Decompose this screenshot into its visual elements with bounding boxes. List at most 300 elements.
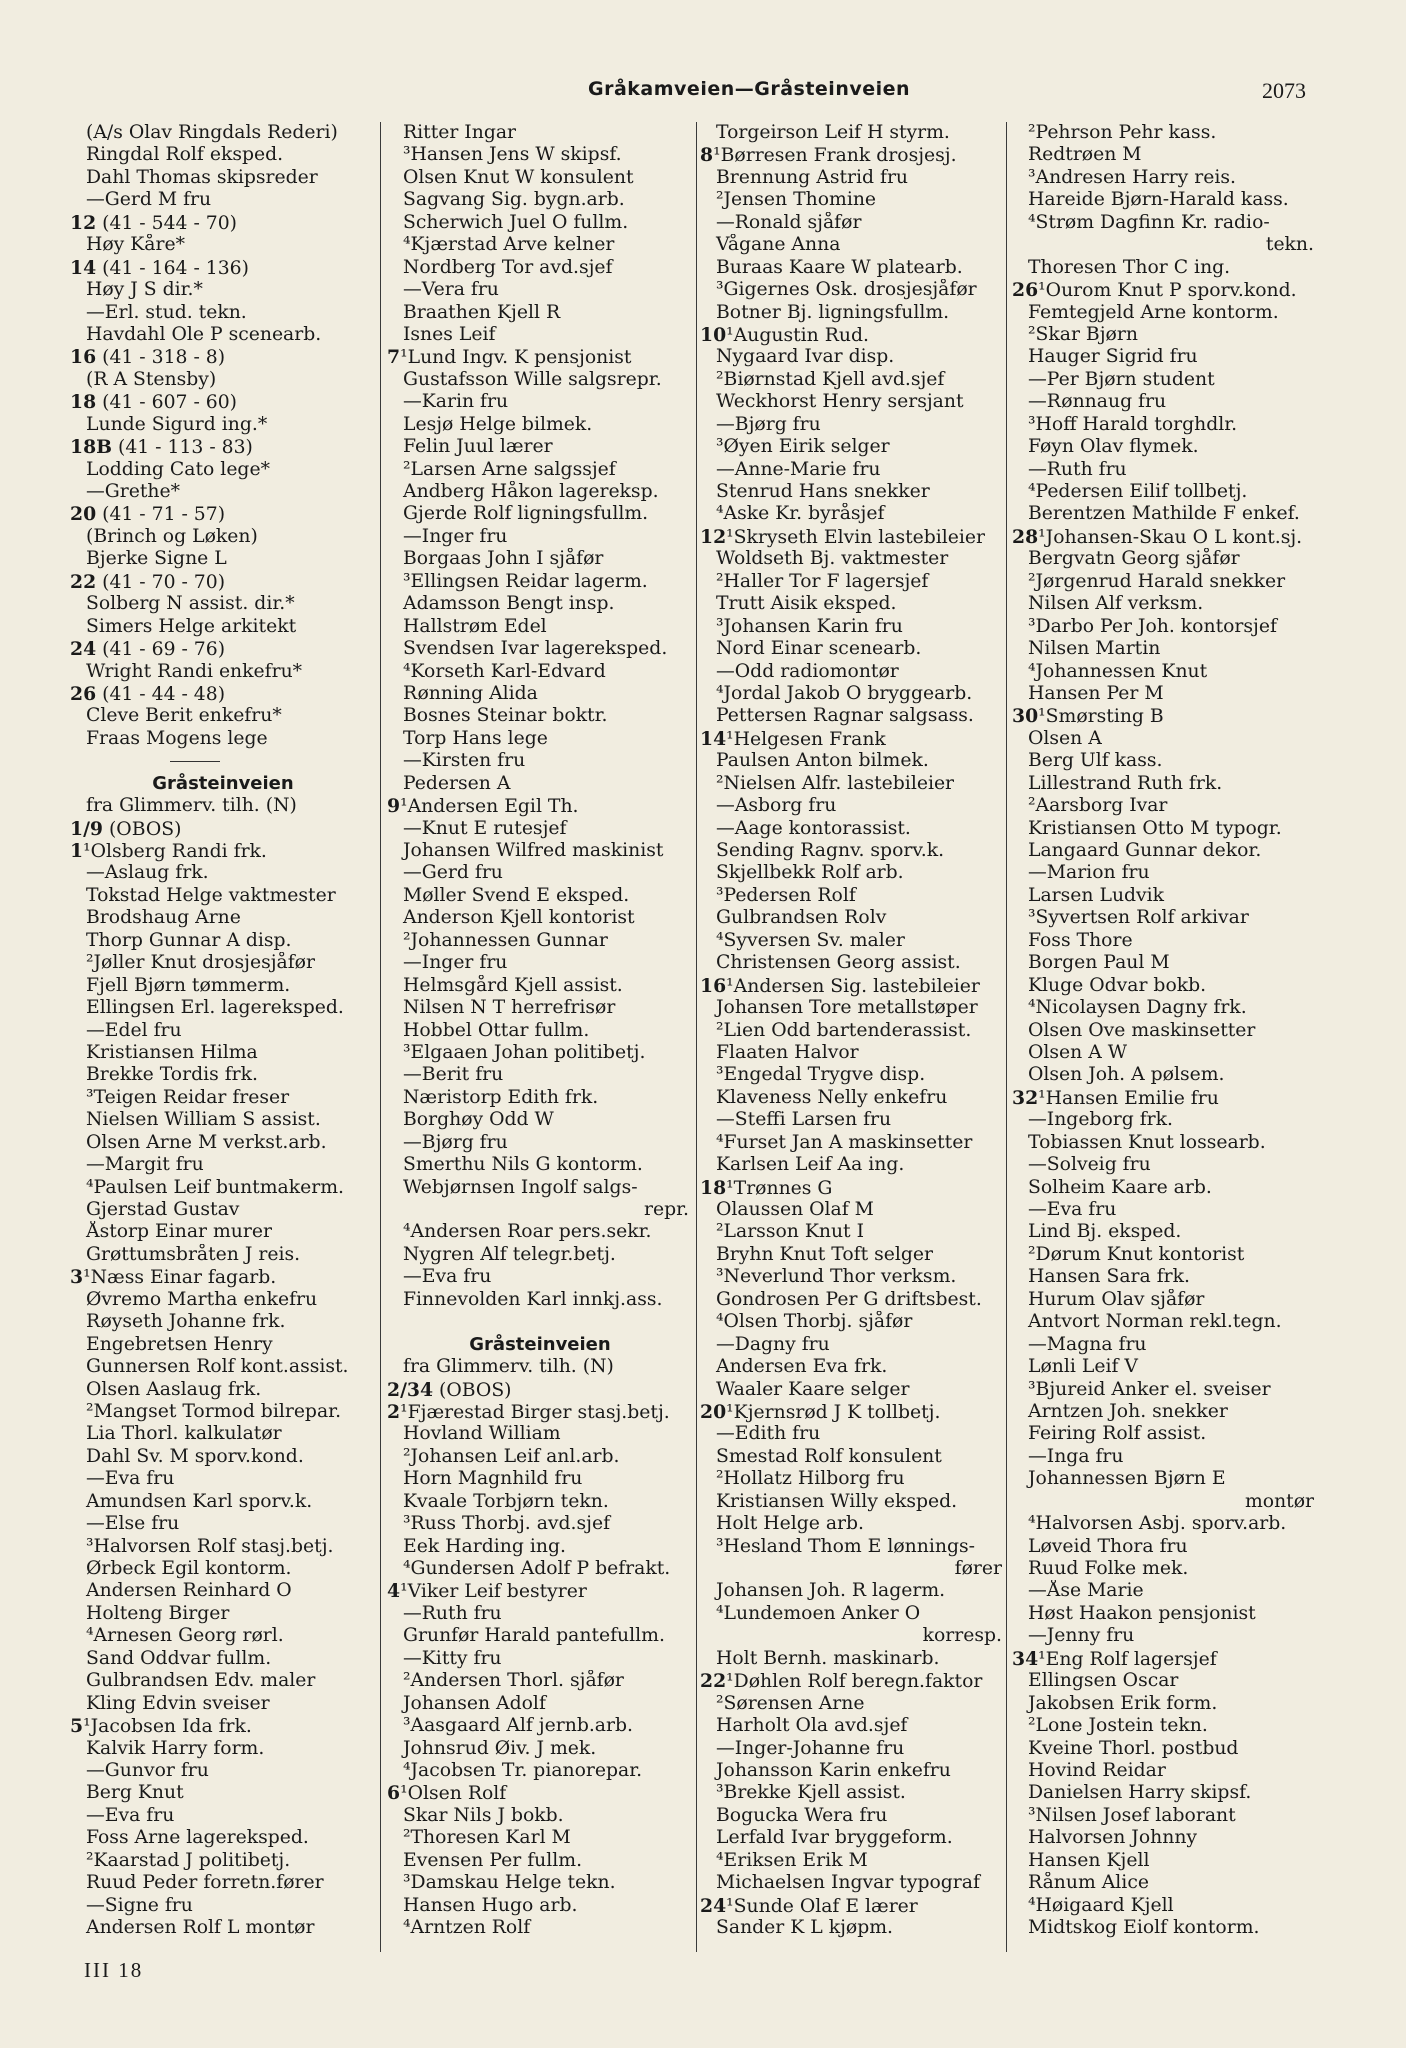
resident-entry: —Knut E rutesjef xyxy=(403,817,567,839)
resident-entry: Solberg N assist. dir.* xyxy=(86,593,295,615)
house-number-entry: 22 (41 - 70 - 70) xyxy=(70,570,226,593)
directory-column-4 xyxy=(1012,122,1318,1952)
resident-entry: ²Lien Odd bartenderassist. xyxy=(716,1019,972,1041)
resident-entry: —Inger-Johanne fru xyxy=(716,1737,905,1759)
resident-entry: Bryhn Knut Toft selger xyxy=(716,1243,934,1265)
resident-entry: ²Larsen Arne salgssjef xyxy=(403,458,616,480)
resident-entry: ³Halvorsen Rolf stasj.betj. xyxy=(86,1535,334,1557)
resident-entry: —Åse Marie xyxy=(1028,1580,1144,1602)
resident-entry: Scherwich Juel O fullm. xyxy=(403,211,629,233)
resident-entry: Berg Knut xyxy=(86,1782,184,1804)
resident-entry: Ellingsen Oscar xyxy=(1028,1670,1179,1692)
resident-entry: —Grethe* xyxy=(86,481,181,502)
resident-entry: ²Mangset Tormod bilrepar. xyxy=(86,1400,342,1422)
resident-entry: ³Øyen Eirik selger xyxy=(716,436,890,458)
house-number-entry: 30¹Smørsting B xyxy=(1012,705,1164,728)
resident-entry: —Aage kontorassist. xyxy=(716,817,911,839)
resident-entry: Vågane Anna xyxy=(716,234,841,256)
resident-entry: (A/s Olav Ringdals Rederi) xyxy=(86,122,338,143)
resident-entry: Skar Nils J bokb. xyxy=(403,1804,564,1826)
spacer xyxy=(387,1311,693,1333)
resident-entry: (Brinch og Løken) xyxy=(86,525,258,547)
resident-entry: ³Teigen Reidar freser xyxy=(86,1086,290,1108)
house-number-entry: 34¹Eng Rolf lagersjef xyxy=(1012,1647,1217,1670)
house-number-entry: 18B (41 - 113 - 83) xyxy=(70,436,253,459)
resident-entry: Karlsen Leif Aa ing. xyxy=(716,1154,905,1176)
resident-entry: Olsen A W xyxy=(1028,1041,1128,1063)
resident-entry: —Steffi Larsen fru xyxy=(716,1109,892,1131)
resident-entry: Berg Ulf kass. xyxy=(1028,750,1163,772)
house-number-entry: 14¹Helgesen Frank xyxy=(700,727,886,750)
resident-entry: Engebretsen Henry xyxy=(86,1333,273,1355)
resident-entry: Ringdal Rolf eksped. xyxy=(86,144,284,166)
resident-entry: ⁴Lundemoen Anker O xyxy=(716,1602,921,1624)
house-number-entry: 2¹Fjærestad Birger stasj.betj. xyxy=(387,1400,670,1423)
resident-entry: Johansen Wilfred maskinist xyxy=(403,840,664,861)
resident-entry: Hurum Olav sjåfør xyxy=(1028,1288,1205,1310)
house-number-entry: 22¹Døhlen Rolf beregn.faktor xyxy=(700,1670,983,1693)
resident-entry: ⁴Korseth Karl-Edvard xyxy=(403,660,606,682)
resident-entry: Olsen Aaslaug frk. xyxy=(86,1378,262,1400)
resident-entry: Nord Einar scenearb. xyxy=(716,638,922,660)
house-number-entry: 4¹Viker Leif bestyrer xyxy=(387,1580,587,1603)
resident-entry: ²Dørum Knut kontorist xyxy=(1028,1243,1245,1265)
resident-entry: Brennung Astrid fru xyxy=(716,166,909,188)
house-number-entry: 1/9 (OBOS) xyxy=(70,817,182,840)
column-rule xyxy=(380,122,381,1952)
house-number-entry: 24 (41 - 69 - 76) xyxy=(70,638,226,661)
house-number-entry: 10¹Augustin Rud. xyxy=(700,323,869,346)
house-number-entry: 7¹Lund Ingv. K pensjonist xyxy=(387,346,632,369)
resident-entry: Gjerde Rolf ligningsfullm. xyxy=(403,503,649,525)
resident-entry: Feiring Rolf assist. xyxy=(1028,1423,1207,1445)
resident-entry: Johansen Adolf xyxy=(403,1692,546,1714)
resident-entry: Olsen Arne M verkst.arb. xyxy=(86,1131,327,1153)
resident-entry: Cleve Berit enkefru* xyxy=(86,705,282,727)
resident-entry: Borghøy Odd W xyxy=(403,1109,554,1131)
resident-entry: ³Bjureid Anker el. sveiser xyxy=(1028,1378,1271,1400)
resident-entry: Hovind Reidar xyxy=(1028,1759,1166,1781)
resident-entry: Adamsson Bengt insp. xyxy=(403,593,615,615)
resident-entry: Redtrøen M xyxy=(1028,144,1142,166)
resident-entry: ⁴Høigaard Kjell xyxy=(1028,1894,1174,1916)
resident-entry: Andersen Eva frk. xyxy=(716,1356,888,1378)
resident-entry: Anderson Kjell kontorist xyxy=(403,907,635,929)
resident-entry: —Magna fru xyxy=(1028,1333,1147,1355)
resident-entry: Nordberg Tor avd.sjef xyxy=(403,256,613,278)
resident-entry: Kveine Thorl. postbud xyxy=(1028,1737,1239,1759)
resident-entry: Ruud Folke mek. xyxy=(1028,1558,1189,1579)
resident-entry: Nilsen Martin xyxy=(1028,638,1161,660)
resident-entry: Braathen Kjell R xyxy=(403,301,561,323)
resident-entry: ³Hoff Harald torghdlr. xyxy=(1028,413,1238,435)
resident-entry: Pettersen Ragnar salgsass. xyxy=(716,705,974,727)
resident-entry: Flaaten Halvor xyxy=(716,1041,859,1063)
resident-entry: Trutt Aisik eksped. xyxy=(716,593,897,615)
resident-entry: Isnes Leif xyxy=(403,323,496,345)
resident-entry: Hobbel Ottar fullm. xyxy=(403,1019,590,1041)
resident-entry: ²Jørgenrud Harald snekker xyxy=(1028,570,1286,592)
resident-entry: Sagvang Sig. bygn.arb. xyxy=(403,189,625,211)
house-number-entry: 16 (41 - 318 - 8) xyxy=(70,346,226,369)
resident-entry: Kling Edvin sveiser xyxy=(86,1692,270,1714)
resident-entry: Føyn Olav flymek. xyxy=(1028,436,1199,458)
resident-entry: —Eva fru xyxy=(403,1266,492,1288)
resident-entry: Nygren Alf telegr.betj. xyxy=(403,1243,616,1265)
continuation-line: montør xyxy=(1244,1490,1314,1512)
house-number-entry: 2/34 (OBOS) xyxy=(387,1378,512,1401)
resident-entry: Løveid Thora fru xyxy=(1028,1535,1188,1557)
resident-entry: —Jenny fru xyxy=(1028,1625,1135,1647)
resident-entry: Kristiansen Willy eksped. xyxy=(716,1490,958,1512)
house-number-entry: 5¹Jacobsen Ida frk. xyxy=(70,1715,252,1738)
resident-entry: Olsen A xyxy=(1028,727,1102,749)
house-number-entry: 6¹Olsen Rolf xyxy=(387,1782,507,1805)
resident-entry: Solheim Kaare arb. xyxy=(1028,1176,1212,1198)
page-footer: III 18 xyxy=(84,1958,144,1982)
resident-entry: Ørbeck Egil kontorm. xyxy=(86,1558,292,1579)
resident-entry: Johansen Joh. R lagerm. xyxy=(716,1580,946,1602)
resident-entry: Ruud Peder forretn.fører xyxy=(86,1872,324,1894)
resident-entry: ²Johansen Leif anl.arb. xyxy=(403,1445,620,1467)
resident-entry: fra Glimmerv. tilh. (N) xyxy=(86,795,297,817)
resident-entry: Nilsen N T herrefrisør xyxy=(403,997,616,1019)
resident-entry: Holt Helge arb. xyxy=(716,1513,864,1535)
directory-column-2 xyxy=(387,122,693,1952)
resident-entry: (R A Stensby) xyxy=(86,368,217,390)
resident-entry: Hansen Kjell xyxy=(1028,1849,1150,1871)
resident-entry: Wright Randi enkefru* xyxy=(86,660,303,682)
resident-entry: Ritter Ingar xyxy=(403,122,517,143)
resident-entry: Woldseth Bj. vaktmester xyxy=(716,548,949,570)
resident-entry: Lia Thorl. kalkulatør xyxy=(86,1423,282,1445)
resident-entry: Gunnersen Rolf kont.assist. xyxy=(86,1356,349,1378)
resident-entry: ²Andersen Thorl. sjåfør xyxy=(403,1670,624,1692)
resident-entry: Bergvatn Georg sjåfør xyxy=(1028,548,1240,570)
resident-entry: ³Johansen Karin fru xyxy=(716,615,903,637)
resident-entry: ²Haller Tor F lagersjef xyxy=(716,570,929,592)
resident-entry: ⁴Syversen Sv. maler xyxy=(716,929,905,951)
house-number-entry: 20¹Kjernsrød J K tollbetj. xyxy=(700,1400,941,1423)
resident-entry: Lesjø Helge bilmek. xyxy=(403,413,593,435)
resident-entry: Åstorp Einar murer xyxy=(86,1221,272,1243)
resident-entry: Kristiansen Otto M typogr. xyxy=(1028,817,1282,839)
resident-entry: ³Andresen Harry reis. xyxy=(1028,166,1236,188)
resident-entry: Webjørnsen Ingolf salgs- xyxy=(403,1176,638,1198)
resident-entry: ⁴Jordal Jakob O bryggearb. xyxy=(716,682,973,704)
resident-entry: Berentzen Mathilde F enkef. xyxy=(1028,503,1300,525)
resident-entry: —Solveig fru xyxy=(1028,1154,1151,1176)
resident-entry: Brodshaug Arne xyxy=(86,907,241,929)
resident-entry: —Odd radiomontør xyxy=(716,660,899,682)
house-number-entry: 18¹Trønnes G xyxy=(700,1176,833,1199)
resident-entry: ²Hollatz Hilborg fru xyxy=(716,1468,905,1490)
resident-entry: Olaussen Olaf M xyxy=(716,1199,874,1220)
house-number-entry: 28¹Johansen-Skau O L kont.sj. xyxy=(1012,525,1303,548)
house-number-entry: 3¹Næss Einar fagarb. xyxy=(70,1266,277,1289)
resident-entry: ²Skar Bjørn xyxy=(1028,323,1138,345)
resident-entry: ²Johannessen Gunnar xyxy=(403,929,608,951)
page-title: Gråkamveien—Gråsteinveien xyxy=(588,78,911,100)
resident-entry: Weckhorst Henry sersjant xyxy=(716,391,964,413)
resident-entry: Sander K L kjøpm. xyxy=(716,1917,894,1938)
resident-entry: Tokstad Helge vaktmester xyxy=(86,884,336,906)
resident-entry: —Gunvor fru xyxy=(86,1759,209,1781)
resident-entry: Olsen Joh. A pølsem. xyxy=(1028,1064,1225,1086)
resident-entry: Dahl Thomas skipsreder xyxy=(86,166,318,188)
resident-entry: ³Hesland Thom E lønnings- xyxy=(716,1535,975,1557)
resident-entry: ²Larsson Knut I xyxy=(716,1221,864,1243)
resident-entry: Johnsrud Øiv. J mek. xyxy=(403,1737,597,1759)
resident-entry: Felin Juul lærer xyxy=(403,436,553,458)
resident-entry: Gustafsson Wille salgsrepr. xyxy=(403,368,662,390)
resident-entry: Halvorsen Johnny xyxy=(1028,1827,1198,1849)
resident-entry: Femtegjeld Arne kontorm. xyxy=(1028,301,1279,323)
resident-entry: ³Elgaaen Johan politibetj. xyxy=(403,1041,646,1063)
resident-entry: Lind Bj. eksped. xyxy=(1028,1221,1182,1243)
resident-entry: —Ruth fru xyxy=(403,1602,502,1624)
resident-entry: Torgeirson Leif H styrm. xyxy=(716,122,950,143)
resident-entry: Gulbrandsen Edv. maler xyxy=(86,1670,316,1692)
resident-entry: —Eva fru xyxy=(86,1468,175,1490)
resident-entry: Botner Bj. ligningsfullm. xyxy=(716,301,950,323)
resident-entry: Langaard Gunnar dekor. xyxy=(1028,840,1262,861)
resident-entry: Svendsen Ivar lagereksped. xyxy=(403,638,668,660)
resident-entry: Foss Arne lagereksped. xyxy=(86,1827,309,1849)
house-number-entry: 32¹Hansen Emilie fru xyxy=(1012,1086,1219,1109)
resident-entry: Johannessen Bjørn E xyxy=(1028,1468,1226,1490)
house-number-entry: 1¹Olsberg Randi frk. xyxy=(70,840,267,862)
resident-entry: ⁴Nicolaysen Dagny frk. xyxy=(1028,997,1247,1019)
resident-entry: Nielsen William S assist. xyxy=(86,1109,321,1131)
resident-entry: ²Biørnstad Kjell avd.sjef xyxy=(716,368,945,390)
resident-entry: ⁴Jacobsen Tr. pianorepar. xyxy=(403,1759,643,1781)
resident-entry: Foss Thore xyxy=(1028,929,1133,951)
resident-entry: ⁴Halvorsen Asbj. sporv.arb. xyxy=(1028,1513,1287,1535)
resident-entry: ²Nielsen Alfr. lastebileier xyxy=(716,772,955,794)
resident-entry: —Marion fru xyxy=(1028,862,1150,884)
resident-entry: Grunfør Harald pantefullm. xyxy=(403,1625,665,1647)
resident-entry: Paulsen Anton bilmek. xyxy=(716,750,929,772)
resident-entry: Thoresen Thor C ing. xyxy=(1028,256,1231,278)
resident-entry: ³Darbo Per Joh. kontorsjef xyxy=(1028,615,1277,637)
resident-entry: Evensen Per fullm. xyxy=(403,1849,583,1871)
street-section-heading: Gråsteinveien xyxy=(152,772,294,794)
resident-entry: ⁴Furset Jan A maskinsetter xyxy=(716,1131,973,1153)
resident-entry: Bogucka Wera fru xyxy=(716,1804,888,1826)
resident-entry: —Kitty fru xyxy=(403,1647,502,1669)
resident-entry: Antvort Norman rekl.tegn. xyxy=(1028,1311,1282,1333)
resident-entry: Hansen Hugo arb. xyxy=(403,1894,578,1916)
resident-entry: Høst Haakon pensjonist xyxy=(1028,1602,1256,1624)
resident-entry: Bjerke Signe L xyxy=(86,548,227,570)
resident-entry: fra Glimmerv. tilh. (N) xyxy=(403,1356,614,1378)
resident-entry: —Bjørg fru xyxy=(403,1131,508,1153)
resident-entry: Lerfald Ivar bryggeform. xyxy=(716,1827,953,1849)
continuation-line: fører xyxy=(954,1558,1002,1579)
resident-entry: Grøttumsbråten J reis. xyxy=(86,1243,301,1265)
resident-entry: Stenrud Hans snekker xyxy=(716,481,930,502)
resident-entry: ⁴Eriksen Erik M xyxy=(716,1849,868,1871)
resident-entry: Danielsen Harry skipsf. xyxy=(1028,1782,1252,1804)
resident-entry: Brekke Tordis frk. xyxy=(86,1064,259,1086)
resident-entry: ²Jøller Knut drosjesjåfør xyxy=(86,952,315,974)
resident-entry: Høy Kåre* xyxy=(86,234,185,256)
resident-entry: ⁴Gundersen Adolf P befrakt. xyxy=(403,1558,671,1579)
resident-entry: Lillestrand Ruth frk. xyxy=(1028,772,1223,794)
resident-entry: Waaler Kaare selger xyxy=(716,1378,910,1400)
resident-entry: —Inger fru xyxy=(403,525,508,547)
resident-entry: Andberg Håkon lagereksp. xyxy=(403,481,659,502)
resident-entry: —Anne-Marie fru xyxy=(716,458,881,480)
resident-entry: Kluge Odvar bokb. xyxy=(1028,974,1207,996)
page-number: 2073 xyxy=(1262,78,1306,103)
resident-entry: —Edith fru xyxy=(716,1423,821,1445)
resident-entry: ²Thoresen Karl M xyxy=(403,1827,571,1849)
resident-entry: Sand Oddvar fullm. xyxy=(86,1647,272,1669)
continuation-line: tekn. xyxy=(1265,234,1314,256)
resident-entry: Buraas Kaare W platearb. xyxy=(716,256,963,278)
resident-entry: ⁴Arntzen Rolf xyxy=(403,1917,531,1938)
resident-entry: ²Kaarstad J politibetj. xyxy=(86,1849,291,1871)
resident-entry: Christensen Georg assist. xyxy=(716,952,961,974)
resident-entry: Kalvik Harry form. xyxy=(86,1737,265,1759)
resident-entry: Gjerstad Gustav xyxy=(86,1199,240,1220)
resident-entry: ⁴Aske Kr. byråsjef xyxy=(716,503,885,525)
resident-entry: —Edel fru xyxy=(86,1019,182,1041)
resident-entry: Kvaale Torbjørn tekn. xyxy=(403,1490,609,1512)
resident-entry: —Bjørg fru xyxy=(716,413,821,435)
resident-entry: ³Engedal Trygve disp. xyxy=(716,1064,926,1086)
resident-entry: ⁴Paulsen Leif buntmakerm. xyxy=(86,1176,344,1198)
resident-entry: —Erl. stud. tekn. xyxy=(86,301,247,323)
continuation-line: korresp. xyxy=(922,1625,1002,1647)
resident-entry: Midtskog Eiolf kontorm. xyxy=(1028,1917,1260,1938)
resident-entry: ³Neverlund Thor verksm. xyxy=(716,1266,957,1288)
resident-entry: Øvremo Martha enkefru xyxy=(86,1288,318,1310)
resident-entry: —Gerd M fru xyxy=(86,189,212,211)
house-number-entry: 26 (41 - 44 - 48) xyxy=(70,682,226,705)
resident-entry: Michaelsen Ingvar typograf xyxy=(716,1872,980,1894)
resident-entry: ²Sørensen Arne xyxy=(716,1692,865,1714)
resident-entry: —Dagny fru xyxy=(716,1333,830,1355)
directory-column-3 xyxy=(700,122,1006,1952)
resident-entry: Hansen Sara frk. xyxy=(1028,1266,1190,1288)
resident-entry: Smestad Rolf konsulent xyxy=(716,1445,942,1467)
resident-entry: Thorp Gunnar A disp. xyxy=(86,929,292,951)
street-section-heading: Gråsteinveien xyxy=(469,1333,611,1355)
resident-entry: Borgaas John I sjåfør xyxy=(403,548,604,570)
resident-entry: Hallstrøm Edel xyxy=(403,615,547,637)
resident-entry: —Else fru xyxy=(86,1513,180,1535)
resident-entry: ²Pehrson Pehr kass. xyxy=(1028,122,1217,143)
resident-entry: Røyseth Johanne frk. xyxy=(86,1311,286,1333)
resident-entry: —Berit fru xyxy=(403,1064,504,1086)
resident-entry: Amundsen Karl sporv.k. xyxy=(86,1490,313,1512)
resident-entry: ⁴Pedersen Eilif tollbetj. xyxy=(1028,481,1248,502)
resident-entry: Kristiansen Hilma xyxy=(86,1041,258,1063)
resident-entry: —Gerd fru xyxy=(403,862,503,884)
resident-entry: —Margit fru xyxy=(86,1154,204,1176)
continuation-line: repr. xyxy=(644,1199,689,1220)
resident-entry: Sending Ragnv. sporv.k. xyxy=(716,840,945,861)
resident-entry: Gondrosen Per G driftsbest. xyxy=(716,1288,982,1310)
resident-entry: Havdahl Ole P scenearb. xyxy=(86,323,322,345)
resident-entry: Pedersen A xyxy=(403,772,511,794)
house-number-entry: 16¹Andersen Sig. lastebileier xyxy=(700,974,980,997)
resident-entry: Finnevolden Karl innkj.ass. xyxy=(403,1288,663,1310)
resident-entry: Lønli Leif V xyxy=(1028,1356,1138,1378)
resident-entry: Ellingsen Erl. lagereksped. xyxy=(86,997,344,1019)
resident-entry: Johansen Tore metallstøper xyxy=(716,997,978,1019)
resident-entry: Holteng Birger xyxy=(86,1602,230,1624)
section-divider xyxy=(70,750,376,772)
resident-entry: —Eva fru xyxy=(86,1804,175,1826)
resident-entry: —Aslaug frk. xyxy=(86,862,209,884)
resident-entry: Larsen Ludvik xyxy=(1028,884,1165,906)
house-number-entry: 8¹Børresen Frank drosjesj. xyxy=(700,144,957,167)
resident-entry: Fraas Mogens lege xyxy=(86,727,268,749)
resident-entry: Jakobsen Erik form. xyxy=(1028,1692,1218,1714)
resident-entry: Fjell Bjørn tømmerm. xyxy=(86,974,291,996)
resident-entry: ³Damskau Helge tekn. xyxy=(403,1872,616,1894)
resident-entry: Borgen Paul M xyxy=(1028,952,1170,974)
resident-entry: Arntzen Joh. snekker xyxy=(1028,1400,1228,1422)
resident-entry: Horn Magnhild fru xyxy=(403,1468,583,1490)
resident-entry: Nilsen Alf verksm. xyxy=(1028,593,1204,615)
resident-entry: —Vera fru xyxy=(403,279,499,301)
column-rule xyxy=(1006,122,1007,1952)
resident-entry: —Inga fru xyxy=(1028,1445,1124,1467)
house-number-entry: 12 (41 - 544 - 70) xyxy=(70,211,237,234)
resident-entry: —Ronald sjåfør xyxy=(716,211,862,233)
resident-entry: ³Gigernes Osk. drosjesjåfør xyxy=(716,279,977,301)
resident-entry: ⁴Olsen Thorbj. sjåfør xyxy=(716,1311,913,1333)
column-rule xyxy=(696,122,697,1952)
page-header xyxy=(0,78,1406,108)
house-number-entry: 26¹Ourom Knut P sporv.kond. xyxy=(1012,279,1297,302)
resident-entry: ³Ellingsen Reidar lagerm. xyxy=(403,570,648,592)
resident-entry: —Rønnaug fru xyxy=(1028,391,1167,413)
resident-entry: —Ruth fru xyxy=(1028,458,1127,480)
resident-entry: —Kirsten fru xyxy=(403,750,526,772)
resident-entry: ³Nilsen Josef laborant xyxy=(1028,1804,1236,1826)
resident-entry: Skjellbekk Rolf arb. xyxy=(716,862,904,884)
resident-entry: Helmsgård Kjell assist. xyxy=(403,974,623,996)
resident-entry: Rønning Alida xyxy=(403,682,538,704)
resident-entry: Lodding Cato lege* xyxy=(86,458,270,480)
resident-entry: Harholt Ola avd.sjef xyxy=(716,1715,908,1737)
resident-entry: ⁴Arnesen Georg rørl. xyxy=(86,1625,284,1647)
resident-entry: Simers Helge arkitekt xyxy=(86,615,297,637)
house-number-entry: 20 (41 - 71 - 57) xyxy=(70,503,226,526)
resident-entry: —Ingeborg frk. xyxy=(1028,1109,1174,1131)
resident-entry: Rånum Alice xyxy=(1028,1872,1149,1894)
house-number-entry: 24¹Sunde Olaf E lærer xyxy=(700,1894,918,1917)
resident-entry: ³Syvertsen Rolf arkivar xyxy=(1028,907,1249,929)
resident-entry: Høy J S dir.* xyxy=(86,279,203,301)
resident-entry: ²Jensen Thomine xyxy=(716,189,877,211)
resident-entry: Johansson Karin enkefru xyxy=(716,1759,951,1781)
resident-entry: ³Pedersen Rolf xyxy=(716,884,856,906)
resident-entry: ³Hansen Jens W skipsf. xyxy=(403,144,622,166)
resident-entry: ²Aarsborg Ivar xyxy=(1028,795,1168,817)
resident-entry: Møller Svend E eksped. xyxy=(403,884,630,906)
resident-entry: ³Aasgaard Alf jernb.arb. xyxy=(403,1715,633,1737)
resident-entry: Andersen Reinhard O xyxy=(86,1580,292,1602)
resident-entry: Olsen Knut W konsulent xyxy=(403,166,634,188)
resident-entry: Gulbrandsen Rolv xyxy=(716,907,887,929)
